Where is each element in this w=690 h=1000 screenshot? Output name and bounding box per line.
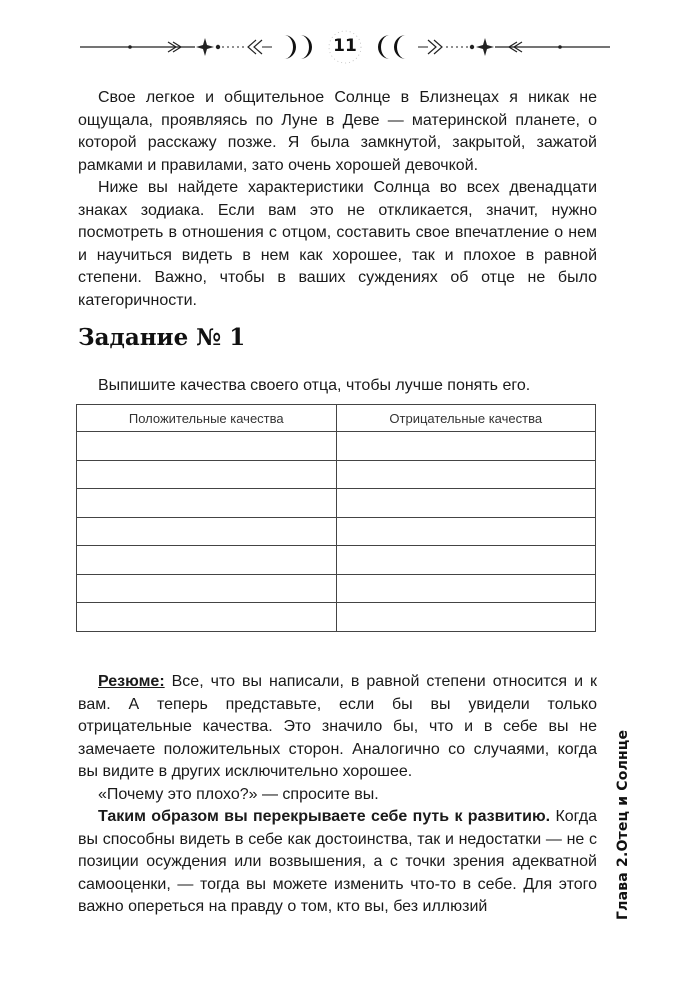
column-header-positive: Положительные качества [77, 405, 337, 432]
column-header-negative: Отрицательные качества [336, 405, 596, 432]
negative-quality-cell [336, 603, 596, 632]
resume-text: Все, что вы написали, в равной степени относится и к вам. А теперь представьте, если бы вы увидели только отрицательные качества. Это значило бы, что и в себе вы не замечаете положительных сторон. Аналогично со случаями, когда вы видите в других исключительно хорошее. [78, 673, 597, 780]
table-row [77, 432, 596, 461]
negative-quality-cell [336, 517, 596, 546]
negative-quality-cell [336, 432, 596, 461]
task-heading: Задание № 1 [78, 324, 246, 351]
positive-quality-cell [77, 546, 337, 575]
positive-quality-cell [77, 460, 337, 489]
table-row [77, 517, 596, 546]
table-row [77, 574, 596, 603]
table-body [77, 432, 596, 632]
table-row [77, 603, 596, 632]
negative-quality-cell [336, 546, 596, 575]
paragraph-text: Свое легкое и общительное Солнце в Близнецах я никак не ощущала, проявляясь по Луне в Деве — материнской планете, о которой расскажу позже. Я была замкнутой, закрытой, зажатой рамками и правилами, зато очень хорошей девочкой. [78, 89, 597, 174]
qualities-table [76, 404, 596, 632]
table-header-row [77, 405, 596, 432]
intro-paragraph-2 [78, 177, 597, 312]
paragraph-text: Ниже вы найдете характеристики Солнца во всех двенадцати знаках зодиака. Если вам это не откликается, значит, нужно посмотреть в отношения с отцом, составить свое впечатление о нем и научиться видеть в нем как хорошее, так и плохое в равной степени. Важно, чтобы в ваших суждениях об отце не было категоричности. [78, 179, 597, 309]
table-row [77, 489, 596, 518]
negative-quality-cell [336, 460, 596, 489]
bold-lead-sentence: Таким образом вы перекрываете себе путь к развитию. [98, 808, 551, 825]
positive-quality-cell [77, 489, 337, 518]
question-paragraph: «Почему это плохо?» — спросите вы. [98, 785, 379, 803]
page-number: 11 [333, 36, 357, 56]
intro-paragraph-1 [78, 87, 597, 177]
positive-quality-cell [77, 603, 337, 632]
conclusion-text: Когда вы способны видеть в себе как достоинства, так и недостатки — не с позиции осуждения или возвышения, а с точки зрения адекватной самооценки, — тогда вы можете изменить что-то в себе. Для этого важно опереться на правду о том, кто вы, без иллюзий [78, 808, 598, 915]
positive-quality-cell [77, 574, 337, 603]
conclusion-paragraph [78, 806, 597, 919]
table-row [77, 546, 596, 575]
negative-quality-cell [336, 489, 596, 518]
positive-quality-cell [77, 432, 337, 461]
table-row [77, 460, 596, 489]
resume-label: Резюме: [98, 673, 165, 690]
negative-quality-cell [336, 574, 596, 603]
positive-quality-cell [77, 517, 337, 546]
task-instruction: Выпишите качества своего отца, чтобы лучше понять его. [98, 377, 531, 394]
chapter-side-tab: Глава 2.Отец и Солнце [615, 729, 631, 920]
resume-paragraph [78, 671, 597, 784]
resume-section [78, 671, 597, 919]
